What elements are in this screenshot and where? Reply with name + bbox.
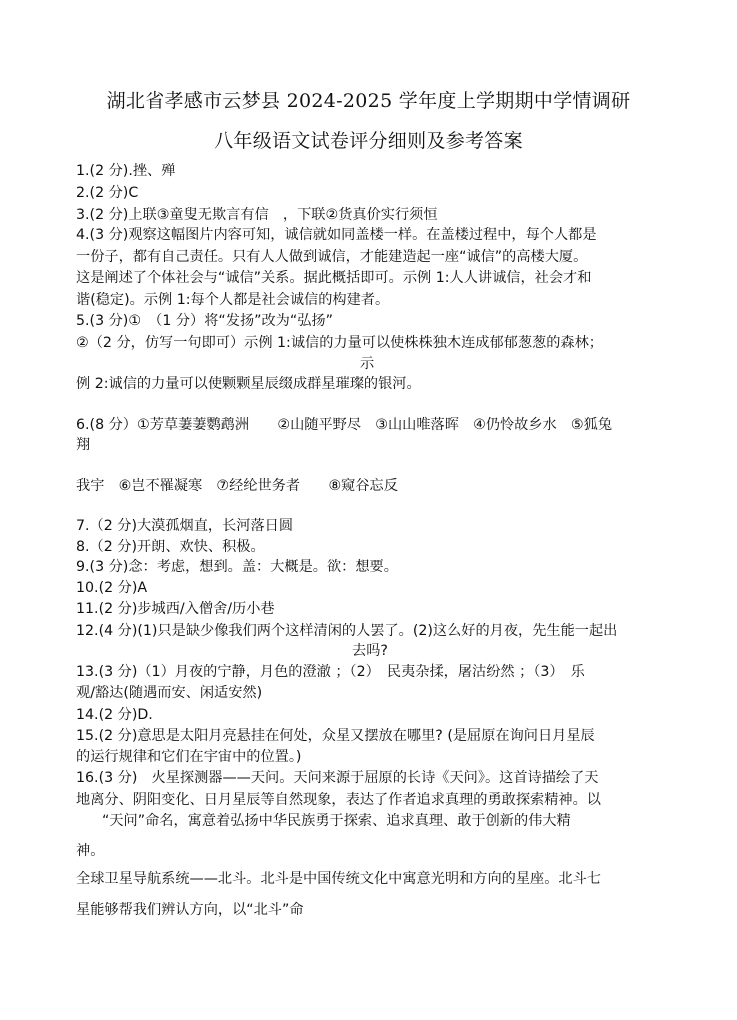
answer-line: 神。 [76, 843, 105, 859]
answer-line: 观/豁达(随遇而安、闲适安然) [76, 685, 263, 701]
answer-line: 5.(3 分)① （1 分）将“发扬”改为“弘扬” [76, 313, 333, 329]
answer-line: 2.(2 分)C [76, 185, 139, 201]
answer-line: 1.(2 分).挫、殚 [76, 163, 176, 179]
document-title: 湖北省孝感市云梦县 2024-2025 学年度上学期期中学情调研 [106, 90, 631, 112]
answer-line: 10.(2 分)A [76, 580, 148, 596]
answer-line: 7.（2 分)大漠孤烟直，长河落日圆 [76, 518, 294, 534]
answer-line: 4.(3 分)观察这幅图片内容可知，诚信就如同盖楼一样。在盖楼过程中，每个人都是 [76, 227, 597, 243]
answer-line: 14.(2 分)D. [76, 707, 153, 723]
answer-line: 例 2:诚信的力量可以使颗颗星辰缀成群星璀璨的银河。 [76, 376, 421, 392]
answer-line: 12.(4 分)(1)只是缺少像我们两个这样清闲的人罢了。(2)这么好的月夜，先生能一起出 [76, 623, 618, 639]
answer-line: 9.(3 分)念：考虑，想到。盖：大概是。欲：想要。 [76, 559, 398, 575]
answer-line: 地离分、阴阳变化、日月星辰等自然现象，表达了作者追求真理的勇敢探索精神。以 [76, 792, 601, 808]
answer-line: 示 [360, 356, 375, 372]
answer-line: 15.(2 分)意思是太阳月亮悬挂在何处，众星又摆放在哪里? (是屈原在询问日月星辰 [76, 728, 595, 744]
answer-line: 8.（2 分)开朗、欢快、积极。 [76, 539, 265, 555]
answer-line: 这是阐述了个体社会与“诚信”关系。据此概括即可。示例 1:人人讲诚信，社会才和 [76, 270, 592, 286]
answer-line: 3.(2 分)上联③童叟无欺言有信 ，下联②货真价实行须恒 [76, 207, 438, 223]
answer-line: 翔 [76, 437, 91, 453]
answer-line: 星能够帮我们辨认方向，以“北斗”命 [76, 902, 304, 918]
answer-line: 去吗? [352, 643, 388, 659]
answer-line: 谐(稳定)。示例 1:每个人都是社会诚信的构建者。 [76, 292, 390, 308]
answer-line: 16.(3 分) 火星探测器——天问。天问来源于屈原的长诗《天问》。这首诗描绘了天 [76, 770, 599, 786]
document-subtitle: 八年级语文试卷评分细则及参考答案 [214, 130, 523, 152]
answer-line: 一份子，都有自己责任。只有人人做到诚信，才能建造起一座“诚信”的高楼大厦。 [76, 249, 588, 265]
answer-line: 13.(3 分)（1）月夜的宁静，月色的澄澈 ；（2） 民夷杂揉，屠沽纷然 ；（3） 乐 [76, 664, 585, 680]
answer-line: ②（2 分，仿写一句即可）示例 1:诚信的力量可以使株株独木连成郁郁葱葱的森林； [76, 335, 603, 351]
answer-line: 11.(2 分)步城西/入僧舍/历小巷 [76, 601, 275, 617]
answer-line: 全球卫星导航系统——北斗。北斗是中国传统文化中寓意光明和方向的星座。北斗七 [76, 871, 601, 887]
answer-line: 我宇 ⑥岂不罹凝寒 ⑦经纶世务者 ⑧窥谷忘反 [76, 478, 398, 494]
answer-line: 6.(8 分）①芳草萋萋鹦鹉洲 ②山随平野尽 ③山山唯落晖 ④仍怜故乡水 ⑤狐兔 [76, 417, 613, 433]
answer-line: 的运行规律和它们在宇宙中的位置。) [76, 749, 302, 765]
answer-line: “天问”命名，寓意着弘扬中华民族勇于探索、追求真理、敢于创新的伟大精 [102, 813, 571, 829]
